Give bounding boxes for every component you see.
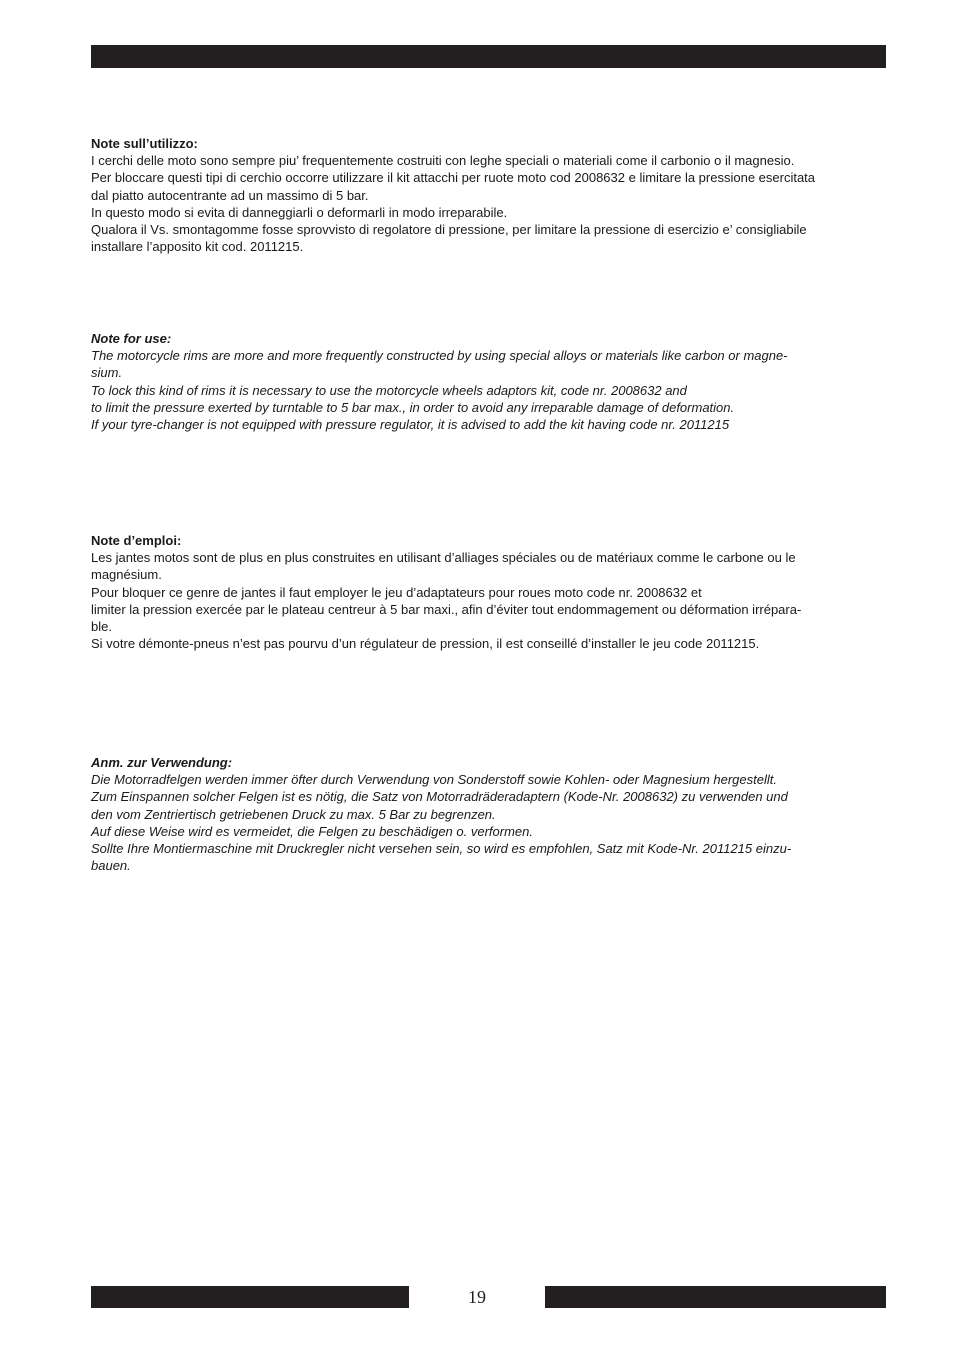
section-heading: Note sull’utilizzo: [91, 136, 198, 151]
section-french [91, 532, 891, 652]
header-bar [91, 45, 886, 68]
section-italian [91, 135, 891, 255]
section-heading: Anm. zur Verwendung: [91, 755, 233, 770]
text-line: In questo modo si evita di danneggiarli o deformarli in modo irreparabile. [91, 204, 508, 220]
text-line: Sollte Ihre Montiermaschine mit Druckregler nicht versehen sein, so wird es empfohlen, Satz mit Kode-Nr. 2011215 einzu- [91, 841, 792, 857]
text-line: The motorcycle rims are more and more frequently constructed by using special alloys or materials like carbon or magne- [91, 348, 788, 364]
text-line: Auf diese Weise wird es vermeidet, die Felgen zu beschädigen o. verformen. [91, 823, 533, 839]
text-line: Les jantes motos sont de plus en plus construites en utilisant d’alliages spéciales ou de matériaux comme le carbone ou le [91, 550, 796, 566]
text-line: installare l’apposito kit cod. 2011215. [91, 239, 304, 255]
text-line: Si votre démonte-pneus n’est pas pourvu d’un régulateur de pression, il est conseillé d’installer le jeu code 2011215. [91, 636, 760, 652]
section-english [91, 330, 891, 433]
text-line: dal piatto autocentrante ad un massimo di 5 bar. [91, 187, 369, 203]
text-line: Die Motorradfelgen werden immer öfter durch Verwendung von Sonderstoff sowie Kohlen- oder Magnesium hergestellt. [91, 772, 777, 788]
text-line: ble. [91, 619, 112, 635]
text-line: to limit the pressure exerted by turntable to 5 bar max., in order to avoid any irreparable damage of deformation. [91, 399, 735, 415]
text-line: sium. [91, 365, 123, 381]
text-line: I cerchi delle moto sono sempre piu’ frequentemente costruiti con leghe speciali o materiali come il carbonio o il magnesio. [91, 153, 795, 169]
text-line: limiter la pression exercée par le plateau centreur à 5 bar maxi., afin d’éviter tout endommagement ou déformation irrépara- [91, 601, 802, 617]
text-line: den vom Zentriertisch getriebenen Druck zu max. 5 Bar zu begrenzen. [91, 806, 496, 822]
text-line: Zum Einspannen solcher Felgen ist es nötig, die Satz von Motorradräderadaptern (Kode-Nr. 2008632) zu verwenden und [91, 789, 788, 805]
text-line: Pour bloquer ce genre de jantes il faut employer le jeu d’adaptateurs pour roues moto code nr. 2008632 et [91, 584, 702, 600]
text-line: To lock this kind of rims it is necessary to use the motorcycle wheels adaptors kit, code nr. 2008632 and [91, 382, 687, 398]
text-line: Per bloccare questi tipi di cerchio occorre utilizzare il kit attacchi per ruote moto cod 2008632 e limitare la pressione esercitata [91, 170, 816, 186]
footer-bar-right [545, 1286, 886, 1308]
section-heading: Note d’emploi: [91, 533, 182, 548]
section-heading: Note for use: [91, 331, 172, 346]
section-german [91, 754, 891, 874]
footer-bar-left [91, 1286, 409, 1308]
text-line: Qualora il Vs. smontagomme fosse sprovvisto di regolatore di pressione, per limitare la pressione di esercizio e’ consigliabile [91, 222, 807, 238]
text-line: magnésium. [91, 567, 162, 583]
page-number: 19 [468, 1287, 486, 1307]
text-line: bauen. [91, 858, 131, 874]
text-line: If your tyre-changer is not equipped with pressure regulator, it is advised to add the kit having code nr. 2011215 [91, 417, 730, 433]
